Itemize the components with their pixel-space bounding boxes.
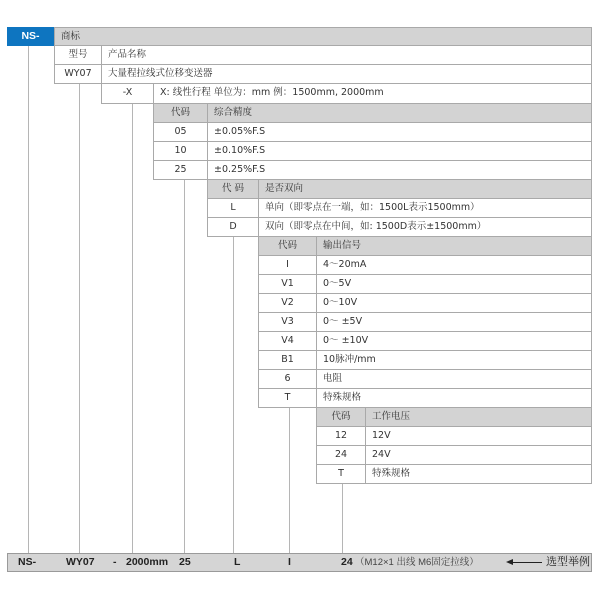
example-model: WY07: [66, 556, 95, 568]
example-accuracy: 25: [179, 556, 191, 568]
output-row-code: V4: [258, 331, 317, 351]
direction-header-desc: 是否双向: [258, 179, 592, 199]
voltage-row-desc: 特殊规格: [365, 464, 592, 484]
output-row-desc: 4～20mA: [316, 255, 592, 275]
direction-header-code: 代 码: [207, 179, 259, 199]
accuracy-header-code: 代码: [153, 103, 208, 123]
output-row-code: V3: [258, 312, 317, 332]
model-code: WY07: [54, 64, 102, 84]
voltage-header-code: 代码: [316, 407, 366, 427]
output-row-desc: 特殊规格: [316, 388, 592, 408]
example-direction: L: [234, 556, 241, 568]
voltage-row-code: 24: [316, 445, 366, 465]
prefix-code-tag: NS-: [7, 27, 54, 46]
range-code: -X: [101, 83, 154, 104]
connector-prefix: [28, 45, 29, 553]
output-row-desc: 10脉冲/mm: [316, 350, 592, 370]
connector-accuracy: [184, 179, 185, 553]
connector-voltage: [342, 483, 343, 553]
accuracy-row-code: 05: [153, 122, 208, 142]
output-row-code: V1: [258, 274, 317, 294]
direction-row-desc: 单向（即零点在一端，如：1500L表示1500mm）: [258, 198, 592, 218]
voltage-row-desc: 12V: [365, 426, 592, 446]
connector-range: [132, 103, 133, 553]
range-desc: X: 线性行程 单位为：mm 例：1500mm, 2000mm: [153, 83, 592, 104]
direction-row-code: D: [207, 217, 259, 237]
voltage-header-desc: 工作电压: [365, 407, 592, 427]
example-voltage: 24: [341, 556, 353, 568]
accuracy-row-desc: ±0.10%F.S: [207, 141, 592, 161]
output-row-desc: 0～ ±5V: [316, 312, 592, 332]
example-label: 选型举例: [546, 556, 590, 568]
left-arrow-icon: [512, 562, 542, 563]
model-desc: 大量程拉线式位移变送器: [101, 64, 592, 84]
example-prefix: NS-: [18, 556, 37, 568]
model-header-code: 型号: [54, 45, 102, 65]
accuracy-row-desc: ±0.05%F.S: [207, 122, 592, 142]
output-header-desc: 输出信号: [316, 236, 592, 256]
voltage-row-desc: 24V: [365, 445, 592, 465]
output-header-code: 代码: [258, 236, 317, 256]
example-range: 2000mm: [126, 556, 169, 568]
output-row-code: T: [258, 388, 317, 408]
output-row-code: I: [258, 255, 317, 275]
output-row-desc: 0～ ±10V: [316, 331, 592, 351]
output-row-code: V2: [258, 293, 317, 313]
output-row-code: B1: [258, 350, 317, 370]
example-note: （M12×1 出线 M6固定拉线）: [355, 557, 479, 568]
connector-output: [289, 407, 290, 553]
voltage-row-code: T: [316, 464, 366, 484]
selection-example-bar: [7, 553, 592, 572]
prefix-label: 商标: [54, 27, 592, 46]
voltage-row-code: 12: [316, 426, 366, 446]
example-dash: -: [113, 556, 117, 568]
direction-row-desc: 双向（即零点在中间，如: 1500D表示±1500mm）: [258, 217, 592, 237]
accuracy-header-desc: 综合精度: [207, 103, 592, 123]
example-output: I: [288, 556, 291, 568]
accuracy-row-code: 25: [153, 160, 208, 180]
connector-direction: [233, 236, 234, 553]
output-row-desc: 0～10V: [316, 293, 592, 313]
model-header-desc: 产品名称: [101, 45, 592, 65]
direction-row-code: L: [207, 198, 259, 218]
accuracy-row-code: 10: [153, 141, 208, 161]
output-row-code: 6: [258, 369, 317, 389]
output-row-desc: 电阻: [316, 369, 592, 389]
accuracy-row-desc: ±0.25%F.S: [207, 160, 592, 180]
output-row-desc: 0～5V: [316, 274, 592, 294]
connector-model: [79, 83, 80, 553]
